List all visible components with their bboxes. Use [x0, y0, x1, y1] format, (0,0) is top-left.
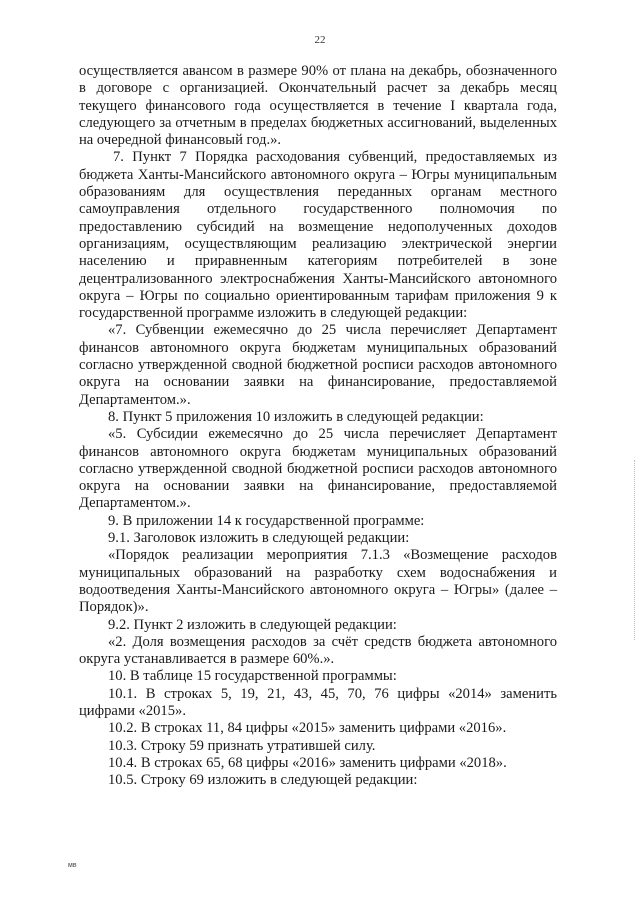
paragraph: 10.5. Строку 69 изложить в следующей редакции: — [108, 772, 418, 789]
paragraph: 9.1. Заголовок изложить в следующей редакции: — [108, 530, 410, 547]
scan-edge-artifact — [632, 460, 635, 640]
document-body — [79, 63, 557, 789]
paragraph: 7. Пункт 7 Порядка расходования субвенций, предоставляемых из бюджета Ханты-Мансийского автономного округа – Югры муниципальным образованиям для осуществления переданных органам местного самоуправления отдельного государственного полномочия по предоставлению субсидий на возмещение недополученных доходов организациям, осуществляющим реализацию электрической энергии населению и приравненным категориям потребителей в зоне децентрализованного электроснабжения Ханты-Мансийского автономного округа – Югры по социально ориентированным тарифам приложения 9 к государственной программе изложить в следующей редакции: — [79, 149, 557, 322]
paragraph: 10.3. Строку 59 признать утратившей силу. — [108, 737, 376, 754]
paragraph: «5. Субсидии ежемесячно до 25 числа перечисляет Департамент финансов автономного округа бюджетам муниципальных образований согласно утвержденной сводной бюджетной росписи расходов автономного округа на основании заявки на финансирование, предоставляемой Департаментом.». — [79, 426, 557, 512]
paragraph: «7. Субвенции ежемесячно до 25 числа перечисляет Департамент финансов автономного округа бюджетам муниципальных образований согласно утвержденной сводной бюджетной росписи расходов автономного округа на основании заявки на финансирование, предоставляемой Департаментом.». — [79, 322, 557, 408]
paragraph: 9. В приложении 14 к государственной программе: — [108, 512, 425, 529]
paragraph: «2. Доля возмещения расходов за счёт средств бюджета автономного округа устанавливается в размере 60%.». — [79, 633, 557, 668]
paragraph: 9.2. Пункт 2 изложить в следующей редакции: — [108, 616, 397, 633]
paragraph: «Порядок реализации мероприятия 7.1.3 «Возмещение расходов муниципальных образований на разработку схем водоснабжения и водоотведения Ханты-Мансийского автономного округа – Югры» (далее – Порядок)». — [79, 547, 557, 616]
page-number: 22 — [314, 34, 326, 46]
paragraph: 10. В таблице 15 государственной программы: — [108, 668, 397, 685]
paragraph: осуществляется авансом в размере 90% от плана на декабрь, обозначенного в договоре с организацией. Окончательный расчет за декабрь месяц текущего финансового года осуществляется в течение I квартала года, следующего за отчетным в пределах бюджетных ассигнований, выделенных на очередной финансовый год.». — [79, 63, 557, 149]
paragraph: 8. Пункт 5 приложения 10 изложить в следующей редакции: — [108, 408, 484, 425]
paragraph: 10.1. В строках 5, 19, 21, 43, 45, 70, 76 цифры «2014» заменить цифрами «2015». — [79, 685, 557, 719]
paragraph: 10.2. В строках 11, 84 цифры «2015» заменить цифрами «2016». — [108, 720, 507, 737]
footer-mark: мв — [68, 862, 77, 869]
paragraph: 10.4. В строках 65, 68 цифры «2016» заменить цифрами «2018». — [108, 754, 507, 771]
